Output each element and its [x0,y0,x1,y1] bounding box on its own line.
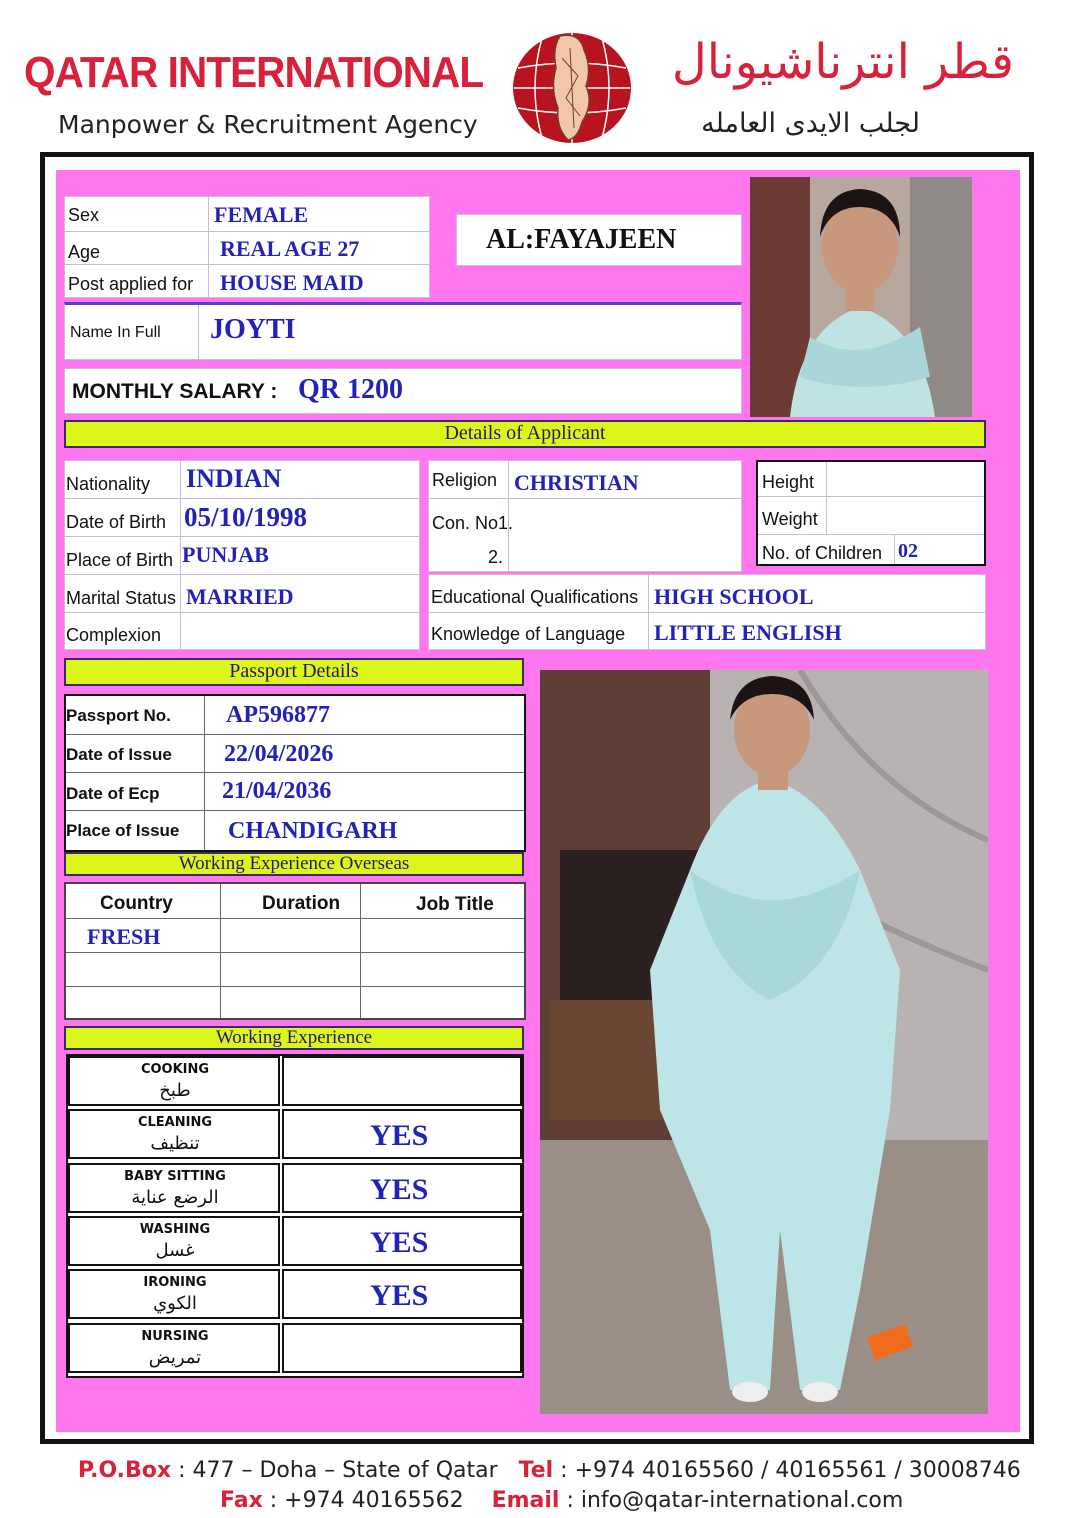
experience-value: YES [370,1279,429,1312]
experience-skill-arabic: طبخ [159,1080,191,1101]
experience-skill-arabic: تمريض [148,1347,202,1368]
pob-value: PUNJAB [182,542,269,567]
passport-header: Passport Details [64,658,524,686]
applicant-full-photo [540,670,988,1414]
name-value: JOYTI [210,314,296,345]
email-value: : info@qatar-international.com [559,1488,904,1513]
height-label: Height [762,472,815,492]
passport-no-label: Passport No. [66,706,171,725]
experience-skill-label: BABY SITTING [124,1169,226,1184]
issue-place-label: Place of Issue [66,821,180,840]
experience-value-cell [282,1056,522,1106]
education-value: HIGH SCHOOL [654,584,814,609]
post-value: HOUSE MAID [220,270,364,295]
applicant-portrait-photo [750,177,972,417]
marital-value: MARRIED [186,584,294,609]
expiry-date-value: 21/04/2036 [222,778,332,804]
footer-address-line [78,1458,1021,1483]
experience-value-cell [282,1323,522,1373]
issue-place-value: CHANDIGARH [228,818,398,844]
dob-value: 05/10/1998 [184,502,308,532]
experience-value-cell [282,1163,522,1213]
passport-no-value: AP596877 [226,702,330,728]
post-label: Post applied for [68,274,194,294]
overseas-header: Working Experience Overseas [64,852,524,876]
overseas-col-jobtitle: Job Title [416,894,494,915]
experience-value-cell [282,1109,522,1159]
overseas-col-country: Country [100,893,173,914]
details-header: Details of Applicant [64,420,986,448]
language-value: LITTLE ENGLISH [654,620,842,645]
pobox-value: : 477 – Doha – State of Qatar [171,1458,498,1483]
experience-value-cell [282,1216,522,1266]
dob-label: Date of Birth [66,512,167,532]
experience-skill-label: NURSING [141,1329,209,1344]
overseas-country-cell: FRESH [87,924,161,949]
salary-label: MONTHLY SALARY : [72,380,278,403]
complexion-label: Complexion [66,625,162,645]
agency-code: AL:FAYAJEEN [486,224,677,255]
experience-skill-cell [68,1323,280,1373]
issue-date-label: Date of Issue [66,745,172,764]
tel-value: : +974 40165560 / 40165561 / 30008746 [553,1458,1021,1483]
experience-value: YES [370,1173,429,1206]
experience-value: YES [370,1119,429,1152]
contact1-label: Con. No1. [432,513,514,533]
experience-skill-arabic: الكوي [153,1293,197,1314]
experience-skill-cell [68,1056,280,1106]
experience-skill-label: COOKING [140,1062,210,1077]
children-label: No. of Children [762,543,883,563]
age-value: REAL AGE 27 [220,236,360,261]
experience-skill-cell [68,1109,280,1159]
sex-value: FEMALE [214,202,309,227]
brand-title: QATAR INTERNATIONAL [24,48,484,97]
marital-label: Marital Status [66,588,177,608]
pob-label: Place of Birth [66,550,174,570]
sex-label: Sex [68,205,100,225]
experience-value-cell [282,1269,522,1319]
issue-date-value: 22/04/2026 [224,741,334,767]
experience-skill-label: WASHING [139,1222,211,1237]
contact2-label: 2. [488,547,504,567]
experience-skill-label: CLEANING [137,1115,213,1130]
tel-key: Tel [518,1458,554,1483]
experience-skill-arabic: الرضع عناية [131,1187,219,1208]
experience-header: Working Experience [64,1026,524,1050]
nationality-label: Nationality [66,474,151,494]
name-label: Name In Full [70,324,161,341]
experience-value: YES [370,1226,429,1259]
overseas-col-duration: Duration [262,893,341,914]
brand-subtitle: Manpower & Recruitment Agency [58,110,478,139]
religion-value: CHRISTIAN [514,470,639,495]
language-label: Knowledge of Language [431,624,626,644]
religion-label: Religion [432,470,498,490]
arabic-brand-title: قطر انترناشيونال [671,34,1014,90]
fax-key: Fax [220,1488,263,1513]
age-label: Age [68,242,101,262]
weight-label: Weight [762,509,818,529]
experience-skill-arabic: غسل [155,1240,195,1261]
experience-skill-cell [68,1269,280,1319]
arabic-brand-subtitle: لجلب الايدى العامله [701,108,920,139]
fax-value: : +974 40165562 [262,1488,464,1513]
salary-value: QR 1200 [298,374,403,405]
expiry-date-label: Date of Ecp [66,784,160,803]
experience-skill-cell [68,1163,280,1213]
education-label: Educational Qualifications [431,587,639,607]
experience-skill-cell [68,1216,280,1266]
pobox-key: P.O.Box [78,1458,172,1483]
globe-map-logo-icon [508,28,636,146]
experience-skill-label: IRONING [143,1275,207,1290]
nationality-value: INDIAN [186,464,282,493]
name-box [64,302,742,360]
email-key: Email [491,1488,560,1513]
children-value: 02 [898,540,918,562]
footer-contact-line [220,1488,903,1513]
experience-skill-arabic: تنظيف [150,1133,200,1154]
